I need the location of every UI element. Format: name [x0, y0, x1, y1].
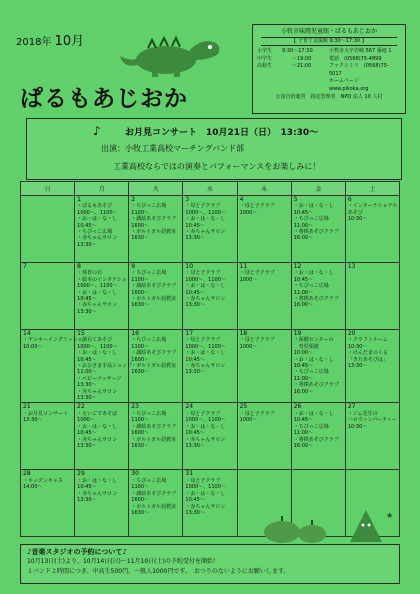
phone: 電話 (0568)75-4899	[329, 55, 382, 62]
hours-row: 小学生 9:30〜17:30	[257, 48, 313, 54]
event-line: ・体育の日	[77, 270, 103, 277]
event-line: 10:00〜	[23, 343, 43, 350]
event-line: 13:30〜	[185, 442, 205, 449]
event-line: ・節目てあそび	[77, 337, 113, 344]
event-line: ・ちびっこ広場	[131, 410, 167, 417]
event-line: ・将棋あそびクラブ	[293, 229, 339, 236]
day-number: 13	[347, 263, 356, 270]
event-line: 10:30〜	[347, 216, 368, 223]
event-line: ・母と子クラブ	[239, 410, 275, 417]
event-line: 1000〜、1100〜	[77, 209, 118, 216]
calendar-day-cell	[129, 330, 183, 403]
calendar-day-cell	[75, 330, 133, 403]
studio-reservation-notice	[20, 544, 400, 584]
facility-info-box	[252, 24, 406, 114]
support-hours: 【 子育て支援館 9:30〜17:30 】	[261, 37, 397, 47]
event-line: 1100〜	[131, 343, 150, 350]
event-line: 10:45〜	[77, 430, 97, 437]
event-line: あそび	[347, 209, 363, 216]
event-line: 1000〜、1100〜	[185, 343, 226, 350]
calendar-day-cell	[291, 330, 345, 403]
event-line: ・ボルトガル語教室	[131, 363, 177, 370]
weekday-sat: 土	[345, 182, 399, 196]
calendar-day-cell	[183, 470, 237, 537]
event-line: 13:30〜	[185, 369, 205, 376]
event-line: 13:30〜	[185, 302, 205, 309]
event-line: 10:45〜	[77, 222, 97, 229]
event-line: ・お月見コンサート	[23, 410, 69, 417]
calendar-day-cell	[183, 196, 237, 263]
calendar-day-cell	[129, 470, 183, 537]
event-line: 1000〜、1100〜	[77, 283, 118, 290]
event-line: 11:00〜	[293, 289, 314, 296]
day-number: 1	[77, 196, 81, 203]
event-line: ・お・は・な・し	[77, 423, 118, 430]
day-number: 23	[131, 403, 139, 411]
calendar-day-cell	[291, 196, 345, 263]
event-calendar	[20, 181, 400, 537]
day-number: 18	[239, 330, 248, 337]
event-line: ・お・は・な・し	[77, 350, 118, 357]
year-label: 2018年	[16, 37, 52, 48]
event-line: 1600〜	[131, 497, 150, 504]
weekday-header	[21, 182, 400, 196]
event-line: ・赤ちゃんサロン	[185, 296, 226, 303]
calendar-day-cell	[129, 403, 183, 470]
calendar-week-row	[21, 196, 400, 263]
event-line: 10:45〜	[185, 222, 205, 229]
event-line: ・母と子クラブ	[185, 337, 221, 344]
event-line: ・お・は・な・し	[77, 289, 118, 296]
weekday-mon: 月	[75, 182, 129, 196]
event-line: ・お・は・な・し	[185, 423, 226, 430]
issue-date	[16, 30, 84, 49]
weekday-thu: 木	[237, 182, 291, 196]
day-number: 29	[77, 470, 85, 478]
calendar-day-cell	[21, 470, 75, 537]
calendar-day-cell	[183, 263, 237, 330]
event-line: 10:45〜	[77, 296, 97, 303]
event-line: 10:45〜	[77, 484, 97, 491]
day-number: 9	[131, 263, 136, 270]
day-number: 25	[239, 403, 248, 411]
calendar-day-cell	[237, 196, 291, 263]
event-line: 1000〜、1100〜	[77, 343, 118, 350]
operator: 公設自治運営 指定管理者 NPO 法人 10 人村	[275, 94, 383, 100]
event-line: 16:00〜	[293, 442, 314, 449]
day-number: 20	[347, 330, 356, 337]
event-line: 13:30〜	[347, 363, 368, 370]
svg-text:★: ★	[386, 511, 394, 520]
event-line: 13:30〜	[77, 308, 97, 315]
hours-row: 高校生 〜21:00	[257, 63, 312, 69]
event-line: ・母と子クラブ	[185, 410, 221, 417]
event-line: 1100〜	[131, 276, 150, 283]
event-line: 1000〜	[239, 343, 258, 350]
calendar-day-cell	[129, 263, 183, 330]
event-line: ・お・は・な・し	[293, 410, 334, 417]
address: 小牧市大字岩崎 567 番地 1	[329, 48, 392, 54]
event-line: ・ちびっこ広場	[131, 477, 167, 484]
event-line: ・お・は・な・し	[293, 356, 334, 363]
concert-performer: 出演：小牧工業高校マーチングバンド部	[101, 144, 244, 153]
event-line: 11:00〜	[293, 375, 314, 382]
day-number: 14	[23, 330, 31, 337]
calendar-day-cell	[345, 196, 399, 263]
event-line: ・赤ちゃんサロン	[77, 235, 118, 242]
day-number: 4	[239, 196, 244, 203]
info-rows	[253, 47, 405, 94]
notice-line: １バンド２時間につき、中高生500円、一般人1000円です。 おつりのないようにお願いします。	[27, 568, 290, 575]
event-line: ・母と子クラブ	[185, 270, 221, 277]
event-line: 13:30〜	[185, 235, 205, 242]
day-number: 6	[347, 196, 352, 203]
event-line: ・ちびっこ広場	[131, 203, 167, 210]
newsletter-title: ぱるもあじおか	[20, 86, 188, 112]
event-line: 13:30〜	[77, 497, 97, 504]
calendar-body	[21, 196, 400, 537]
event-line: ・将棋あそびクラブ	[293, 436, 339, 443]
calendar-day-cell	[183, 330, 237, 403]
event-line: ・調絵あそびクラブ	[131, 283, 177, 290]
event-line: ・お・は・な・し	[293, 203, 334, 210]
calendar-empty-cell	[21, 196, 75, 263]
calendar-day-cell	[291, 263, 345, 330]
event-line: ・クラフトルーム	[347, 337, 388, 344]
event-line: ・ちびっこ広場	[293, 369, 329, 376]
day-number: 5	[293, 196, 298, 203]
event-line: ・ベビーマッサージ	[77, 375, 122, 382]
calendar-day-cell	[75, 403, 129, 470]
music-note-icon: ♪	[93, 124, 101, 138]
event-line: 16:00〜	[293, 388, 314, 395]
event-line: ・赤ちゃんサロン	[77, 436, 118, 443]
event-line: ・ジム先生の	[347, 410, 378, 417]
event-line: 10:00〜	[293, 350, 314, 357]
event-line: 1600〜	[131, 430, 150, 437]
event-line: 10:30〜	[347, 423, 368, 430]
facility-name: 小牧市味岡児童館・ぱるもあじおか	[280, 28, 377, 35]
event-line: ・ボルトガル語教室	[131, 503, 177, 510]
event-line: 11:00〜	[77, 369, 97, 376]
event-line: ハロウィンパーティー	[347, 417, 397, 424]
day-number: 11	[239, 263, 248, 270]
day-number: 26	[293, 403, 302, 411]
day-number: 17	[185, 330, 194, 337]
calendar-day-cell	[183, 403, 237, 470]
event-line: ・赤ちゃんサロン	[185, 363, 226, 370]
event-line: ・赤ちゃんサロン	[77, 388, 118, 395]
day-number: 22	[77, 403, 85, 411]
day-number: 7	[23, 263, 27, 270]
weekday-wed: 水	[183, 182, 237, 196]
event-line: ・赤ちゃんサロン	[185, 503, 226, 510]
event-line: ・お・は・な・し	[77, 216, 118, 223]
event-line: 1600〜	[131, 289, 150, 296]
event-line: ・お・は・な・し	[77, 477, 118, 484]
event-line: 13:30〜	[77, 442, 97, 449]
day-number: 12	[293, 263, 302, 270]
event-line: ・ちびっこ広場	[293, 423, 329, 430]
event-line: ・母と子クラブ	[185, 477, 221, 484]
calendar-day-cell	[75, 196, 129, 263]
event-line: 11:00〜	[293, 430, 314, 437]
day-number: 3	[185, 196, 190, 203]
calendar-day-cell	[21, 263, 75, 330]
event-line: ・母と子クラブ	[239, 203, 275, 210]
event-line: ・ちびっこ広場	[293, 216, 329, 223]
calendar-day-cell	[75, 263, 129, 330]
event-line: 10:30〜	[347, 343, 368, 350]
event-line: 1600〜	[131, 222, 150, 229]
event-line: 1630〜	[131, 509, 150, 516]
event-line: 16:00〜	[293, 235, 314, 242]
day-number: 21	[23, 403, 31, 411]
event-line: ・ボルトガル語教室	[131, 436, 177, 443]
event-line: 1000〜	[239, 417, 258, 424]
event-line: 13:30〜	[77, 382, 97, 389]
event-line: ・赤ちゃんサロン	[77, 302, 118, 309]
concert-tagline: 工業高校ならではの演奏とパフォーマンスをお楽しみに！	[113, 162, 321, 171]
event-line: 13:30〜	[23, 417, 43, 424]
event-line: 1000〜、1100〜	[185, 417, 226, 424]
event-line: ・ボルトガル語教室	[131, 229, 177, 236]
event-line: 1000〜、1100〜	[185, 484, 226, 491]
hours-row: 中学生 〜19:00	[257, 55, 312, 62]
event-line: 1000〜	[239, 209, 258, 216]
calendar-day-cell	[237, 330, 291, 403]
day-number: 15	[77, 330, 85, 337]
weekday-sun: 日	[21, 182, 75, 196]
event-line: ・おひさま手品ショップ	[77, 363, 133, 370]
event-line: ・将棋あそびクラブ	[293, 296, 339, 303]
event-line: 1600〜	[131, 356, 150, 363]
calendar-day-cell	[237, 263, 291, 330]
event-line: 1000〜、1100〜	[185, 276, 226, 283]
day-number: 27	[347, 403, 356, 411]
event-line: ・調絵あそびクラブ	[131, 423, 177, 430]
day-number: 19	[293, 330, 302, 337]
event-line: ・将棋あそびクラブ	[293, 382, 339, 389]
day-number: 8	[77, 263, 81, 270]
month-label: 10月	[54, 34, 85, 49]
weekday-tue: 火	[129, 182, 183, 196]
concert-announcement	[26, 118, 402, 180]
notice-heading: ♪音楽スタジオの予約について♪	[27, 548, 127, 556]
event-line: 10:45〜	[185, 356, 205, 363]
event-line: ・母と子クラブ	[239, 270, 275, 277]
notice-line: 10月13日(土)より、10月14日(日)〜11月10日(土)の予約受付を開始！	[27, 558, 219, 565]
event-line: 10:45〜	[185, 430, 205, 437]
event-line: 1000〜、1100〜	[185, 209, 226, 216]
event-line: 育児相談	[293, 343, 319, 350]
calendar-week-row	[21, 403, 400, 470]
event-line: 10:45〜	[185, 289, 205, 296]
day-number: 10	[185, 263, 194, 270]
event-line: 1000〜	[239, 276, 258, 283]
event-line: 10:45〜	[77, 356, 97, 363]
event-line: ・えいごであそぼ	[77, 410, 118, 417]
dinosaur-mascot-icon	[118, 30, 238, 78]
event-line: ・キッズンキャス	[23, 477, 63, 484]
calendar-week-row	[21, 263, 400, 330]
event-line: 10:45〜	[185, 497, 205, 504]
calendar-day-cell	[345, 403, 399, 470]
event-line: ・ヤンキーイングリッシュ	[23, 337, 83, 344]
homepage: ホームページ www.pikoka.org	[329, 78, 369, 92]
halloween-pumpkin-icon	[254, 502, 400, 544]
calendar-day-cell	[345, 263, 399, 330]
event-line: 16:00〜	[293, 302, 314, 309]
opening-hours-column	[257, 48, 329, 93]
event-line: 10:45〜	[293, 363, 314, 370]
event-line: ・赤ちゃんサロン	[77, 490, 118, 497]
event-line: 1630〜	[131, 302, 150, 309]
event-line: ・ちびっこ広場	[77, 229, 113, 236]
day-number: 31	[185, 470, 194, 478]
event-line: 11:00〜	[293, 222, 314, 229]
event-line: ・絵本のインタナショ	[77, 276, 127, 283]
event-line: 10:45〜	[293, 276, 314, 283]
event-line: ・調絵あそびクラブ	[131, 216, 177, 223]
event-line: ・調絵あそびクラブ	[131, 350, 177, 357]
calendar-day-cell	[75, 470, 129, 537]
day-number: 30	[131, 470, 139, 478]
event-line: ・けんだまのくる	[347, 350, 388, 357]
event-line: ・お・は・な・し	[185, 490, 226, 497]
calendar-day-cell	[21, 403, 75, 470]
event-line: 1100〜	[131, 484, 150, 491]
calendar-day-cell	[291, 403, 345, 470]
event-line: ・インターナショナル	[347, 203, 398, 210]
fax: ファクシミリ (0568)75-5017	[329, 63, 389, 77]
event-line: ・赤ちゃんサロン	[185, 436, 226, 443]
event-line: 13:30〜	[185, 509, 205, 516]
calendar-week-row	[21, 330, 400, 403]
event-line: 13:30〜	[77, 241, 97, 248]
event-line: ・お・は・な・し	[185, 216, 226, 223]
event-line: ・保健センターの	[293, 337, 334, 344]
event-line: 「きたあそびは」	[347, 356, 388, 363]
calendar-day-cell	[129, 196, 183, 263]
event-line: 14:00〜	[23, 484, 43, 491]
day-number: 16	[131, 330, 139, 337]
event-line: 10:45〜	[293, 417, 314, 424]
contact-column	[329, 48, 401, 93]
event-line: ・ちびっこ広場	[131, 270, 167, 277]
calendar-day-cell	[345, 330, 399, 403]
event-line: 10:45〜	[293, 209, 314, 216]
event-line: ・母と子クラブ	[185, 203, 221, 210]
event-line: ・ボルトガル語教室	[131, 296, 177, 303]
event-line: 1630〜	[131, 442, 150, 449]
weekday-fri: 金	[291, 182, 345, 196]
concert-title: お月見コンサート 10月21日（日） 13:30〜	[125, 128, 319, 138]
event-line: ・ちびっこ広場	[293, 283, 329, 290]
calendar-day-cell	[237, 403, 291, 470]
event-line: 1630〜	[131, 369, 150, 376]
event-line: ・赤ちゃんサロン	[185, 229, 226, 236]
event-line: 1100〜	[131, 209, 150, 216]
event-line: ・母と子クラブ	[239, 337, 275, 344]
day-number: 24	[185, 403, 194, 411]
event-line: 1000〜	[77, 417, 95, 424]
day-number: 2	[131, 196, 136, 203]
event-line: ・お・は・な・し	[293, 270, 334, 277]
event-line: 13:30〜	[77, 395, 97, 402]
event-line: ・調絵あそびクラブ	[131, 490, 177, 497]
event-line: ・ちびっこ広場	[131, 337, 167, 344]
event-line: ・お・は・な・し	[185, 283, 226, 290]
event-line: 1100〜	[131, 417, 150, 424]
event-line: ・ぱるもあそび	[77, 203, 113, 210]
day-number: 28	[23, 470, 31, 478]
event-line: ・お・は・な・し	[185, 350, 226, 357]
event-line: 1630〜	[131, 235, 150, 242]
